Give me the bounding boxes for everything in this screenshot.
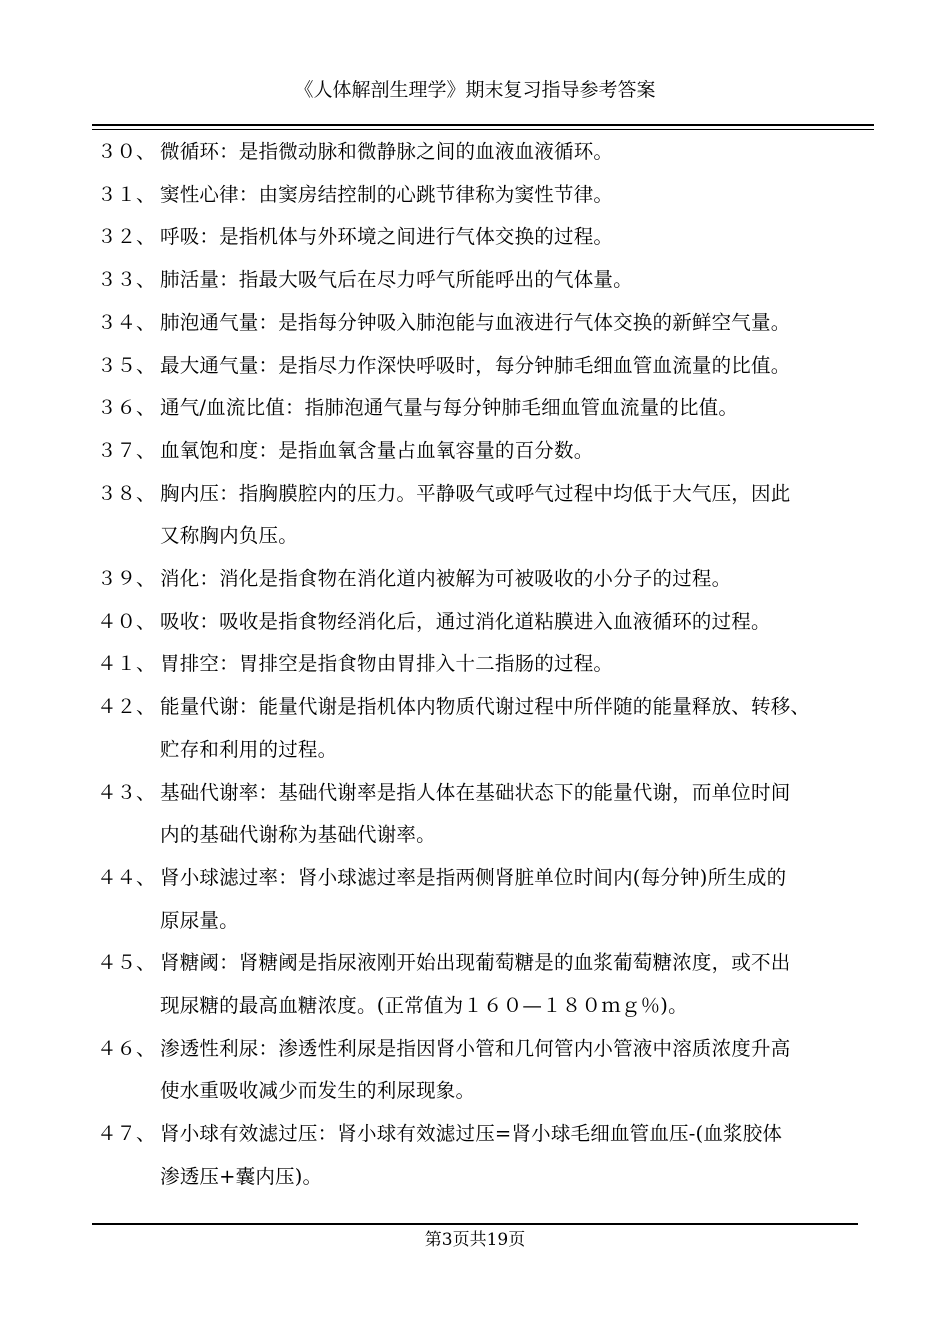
entry-text-line: 血氧饱和度：是指血氧含量占血氧容量的百分数。 [160,438,594,462]
entry-text-line: 原尿量。 [160,908,239,932]
entry-number: ３５、 [97,353,156,377]
entry-text-line: 基础代谢率：基础代谢率是指人体在基础状态下的能量代谢，而单位时间 [160,780,791,804]
answer-entry [97,131,877,174]
entry-number: ３２、 [97,225,156,249]
page-number: 第3页共19页 [424,1230,526,1250]
page-header-title: 《人体解剖生理学》期末复习指导参考答案 [294,79,656,101]
answer-entry [97,302,877,345]
entry-text-line: 肾小球有效滤过压：肾小球有效滤过压=肾小球毛细血管血压-(血浆胶体 [160,1122,783,1146]
entry-text-line: 渗透压+囊内压)。 [160,1164,323,1188]
entry-number: ３８、 [97,481,156,505]
entry-text-line: 微循环：是指微动脉和微静脉之间的血液血液循环。 [160,140,614,163]
answer-entry [97,686,877,771]
entry-text-line: 肾糖阈：肾糖阈是指尿液刚开始出现葡萄糖是的血浆葡萄糖浓度，或不出 [160,951,791,975]
entry-number: ４４、 [97,865,156,889]
answer-entry [97,643,877,686]
entry-text-line: 吸收：吸收是指食物经消化后，通过消化道粘膜进入血液循环的过程。 [160,609,771,633]
entry-number: ４５、 [97,951,156,975]
entry-number: ４０、 [97,609,156,633]
answer-entry [97,174,877,217]
answer-entry [97,857,877,942]
entry-number: ３０、 [97,140,156,163]
entry-number: ４７、 [97,1122,156,1146]
entry-text-line: 呼吸：是指机体与外环境之间进行气体交换的过程。 [160,225,614,249]
answer-entry [97,1113,877,1198]
answer-entry [97,772,877,857]
answer-entry [97,942,877,1027]
entry-number: ３７、 [97,438,156,462]
answer-entry [97,216,877,259]
entry-text-line: 又称胸内负压。 [160,524,298,548]
entry-number: ４２、 [97,695,156,719]
entry-text-line: 肾小球滤过率：肾小球滤过率是指两侧肾脏单位时间内(每分钟)所生成的 [160,865,787,889]
entry-text-line: 消化：消化是指食物在消化道内被解为可被吸收的小分子的过程。 [160,567,732,591]
answer-entry [97,345,877,388]
answer-entry [97,1028,877,1113]
header-rule-thick [92,124,874,126]
header-rule-thin [92,129,874,130]
entry-number: ４３、 [97,780,156,804]
answer-entry [97,387,877,430]
entry-text-line: 能量代谢：能量代谢是指机体内物质代谢过程中所伴随的能量释放、转移、 [160,695,811,719]
entry-text-line: 胸内压：指胸膜腔内的压力。平静吸气或呼气过程中均低于大气压，因此 [160,481,791,505]
entry-text-line: 胃排空：胃排空是指食物由胃排入十二指肠的过程。 [160,652,614,676]
entry-text-line: 贮存和利用的过程。 [160,737,338,761]
footer-rule [92,1223,858,1225]
entry-text-line: 现尿糖的最高血糖浓度。(正常值为１６０—１８０ｍｇ％)。 [160,994,688,1018]
entry-number: ３１、 [97,182,156,206]
entry-text-line: 窦性心律：由窦房结控制的心跳节律称为窦性节律。 [160,182,614,206]
entry-text-line: 使水重吸收减少而发生的利尿现象。 [160,1079,476,1103]
entry-number: ４６、 [97,1036,156,1060]
answer-entry [97,259,877,302]
entry-text-line: 通气/血流比值：指肺泡通气量与每分钟肺毛细血管血流量的比值。 [160,396,739,420]
answer-entry [97,473,877,558]
answer-entry [97,430,877,473]
entry-text-line: 最大通气量：是指尽力作深快呼吸时，每分钟肺毛细血管血流量的比值。 [160,353,791,377]
answer-list [97,131,877,1199]
entry-text-line: 内的基础代谢称为基础代谢率。 [160,823,436,847]
entry-text-line: 渗透性利尿：渗透性利尿是指因肾小管和几何管内小管液中溶质浓度升高 [160,1036,791,1060]
entry-text-line: 肺活量：指最大吸气后在尽力呼气所能呼出的气体量。 [160,268,633,292]
entry-number: ３３、 [97,268,156,292]
answer-entry [97,558,877,601]
entry-text-line: 肺泡通气量：是指每分钟吸入肺泡能与血液进行气体交换的新鲜空气量。 [160,310,791,334]
entry-number: ３９、 [97,567,156,591]
entry-number: ４１、 [97,652,156,676]
entry-number: ３４、 [97,310,156,334]
entry-number: ３６、 [97,396,156,420]
answer-entry [97,601,877,644]
